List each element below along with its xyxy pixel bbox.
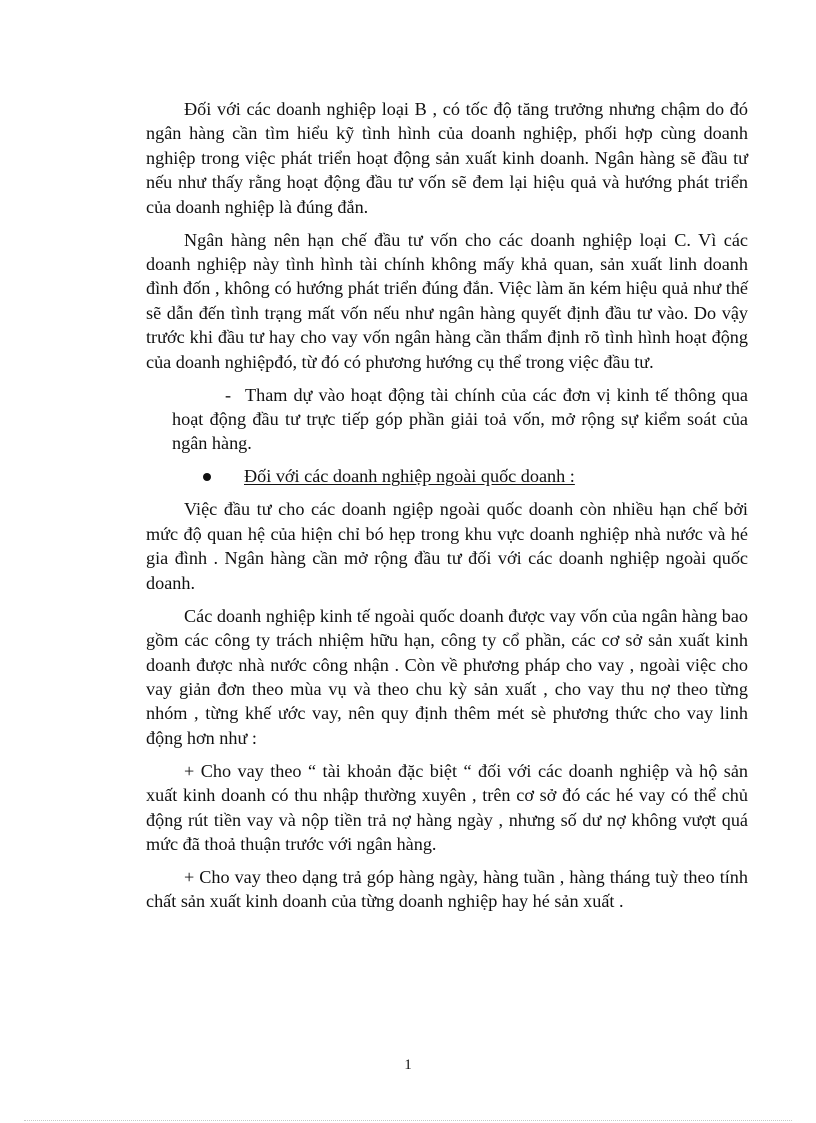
page-bottom-divider — [24, 1120, 792, 1121]
dash-list-item — [172, 383, 748, 456]
section-heading-text: Đối với các doanh nghiệp ngoài quốc doanh : — [244, 466, 575, 487]
section-heading — [146, 464, 748, 488]
dash-marker: - — [225, 384, 232, 405]
paragraph-enterprise-type-c: Ngân hàng nên hạn chế đầu tư vốn cho các doanh nghiệp loại C. Vì các doanh nghiệp này tình hình tài chính không mấy khả quan, sản xuất linh doanh đình đốn , không có hướng phát triển đúng đắn. Việc làm ăn kém hiệu quả như thế sẽ dẫn đến tình trạng mất vốn nếu như ngân hàng quyết định đầu tư vào. Do vậy trước khi đầu tư hay cho vay vốn ngân hàng cần thẩm định rõ tình hình hoạt động của doanh nghiệpđó, từ đó có phương hướng cụ thể trong việc đầu tư. — [146, 229, 748, 372]
paragraph-lending-methods: Các doanh nghiệp kinh tế ngoài quốc doanh được vay vốn của ngân hàng bao gồm các công ty trách nhiệm hữu hạn, công ty cổ phần, các cơ sở sản xuất kinh doanh được nhà nước công nhận . Còn về phương pháp cho vay , ngoài việc cho vay giản đơn theo mùa vụ và theo chu kỳ sản xuất , cho vay thu nợ theo từng nhóm , từng khế ước vay, nên quy định thêm mét sè phương thức cho vay linh động hơn như : — [146, 605, 748, 748]
page-number: 1 — [404, 1057, 412, 1073]
paragraph-installment-loan: + Cho vay theo dạng trả góp hàng ngày, hàng tuần , hàng tháng tuỳ theo tính chất sản xuất kinh doanh của từng doanh nghiệp hay hé sản xuất . — [146, 866, 748, 912]
dash-list-item-text: Tham dự vào hoạt động tài chính của các đơn vị kinh tế thông qua hoạt động đầu tư trực tiếp góp phần giải toả vốn, mở rộng sự kiểm soát của ngân hàng. — [172, 384, 748, 454]
bullet-dot-icon — [203, 473, 211, 481]
paragraph-enterprise-type-b: Đối với các doanh nghiệp loại B , có tốc độ tăng trưởng nhưng chậm do đó ngân hàng cần tìm hiểu kỹ tình hình của doanh nghiệp, phối hợp cùng doanh nghiệp trong việc phát triển hoạt động sản xuất kinh doanh. Ngân hàng sẽ đầu tư nếu như thấy rằng hoạt động đầu tư vốn sẽ đem lại hiệu quả và hướng phát triển của doanh nghiệp là đúng đắn. — [146, 99, 748, 217]
paragraph-non-state-investment: Việc đầu tư cho các doanh ngiệp ngoài quốc doanh còn nhiều hạn chế bởi mức độ quan hệ của hiện chỉ bó hẹp trong khu vực doanh nghiệp nhà nước và hé gia đình . Ngân hàng cần mở rộng đầu tư đối với các doanh nghiệp ngoài quốc doanh. — [146, 499, 748, 593]
document-body — [146, 97, 748, 922]
paragraph-special-account-loan: + Cho vay theo “ tài khoản đặc biệt “ đối với các doanh nghiệp và hộ sản xuất kinh doanh có thu nhập thường xuyên , trên cơ sở đó các hé vay có thể chủ động rút tiền vay và nộp tiền trả nợ hàng ngày , nhưng số dư nợ không vượt quá mức đã thoả thuận trước với ngân hàng. — [146, 760, 748, 854]
